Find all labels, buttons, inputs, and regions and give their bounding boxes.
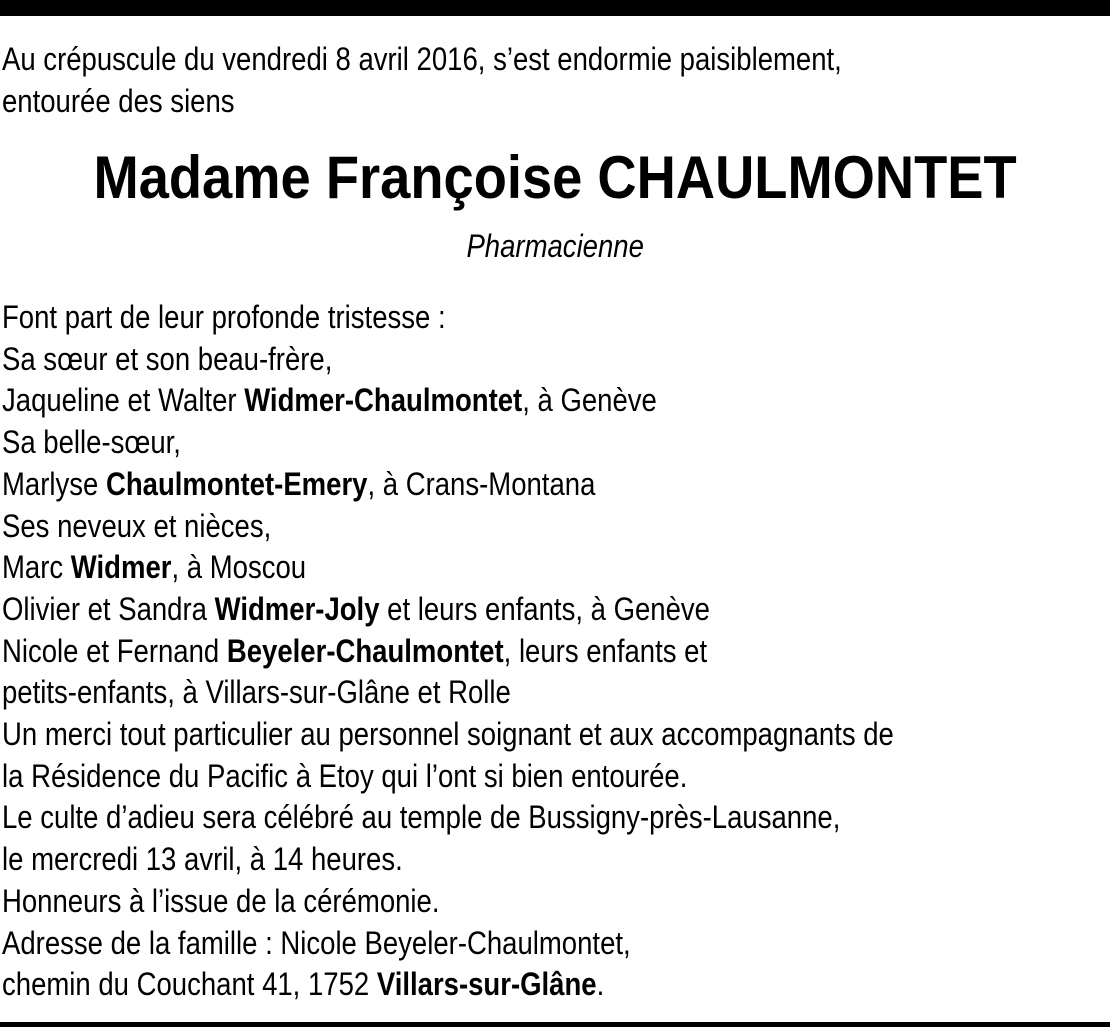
deceased-name-text: Madame Françoise CHAULMONTET: [93, 144, 1017, 211]
family-name: Widmer: [70, 549, 172, 586]
notice-line: Ses neveux et nièces,: [2, 507, 272, 544]
notice-body: [2, 297, 894, 1006]
bottom-border-rule: [0, 1022, 1110, 1027]
notice-line: Le culte d’adieu sera célébré au temple de Bussigny-près-Lausanne,: [2, 799, 841, 836]
family-name: Chaulmontet-Emery: [105, 465, 368, 502]
notice-line: la Résidence du Pacific à Etoy qui l’ont si bien entourée.: [2, 757, 688, 794]
notice-line: Adresse de la famille : Nicole Beyeler-Chaulmontet,: [2, 924, 631, 961]
family-name: Widmer-Joly: [214, 590, 380, 627]
family-name: Beyeler-Chaulmontet: [226, 632, 504, 669]
top-border-rule: [0, 0, 1110, 16]
intro-line: entourée des siens: [2, 83, 235, 119]
deceased-name: [0, 142, 1110, 214]
notice-line: Honneurs à l’issue de la cérémonie.: [2, 882, 440, 919]
family-name: Villars-sur-Glâne: [376, 966, 597, 1003]
notice-line: Font part de leur profonde tristesse :: [2, 299, 446, 335]
notice-line: petits-enfants, à Villars-sur-Glâne et Rolle: [2, 674, 511, 711]
notice-line: Nicole et Fernand Beyeler-Chaulmontet, leurs enfants et: [2, 632, 708, 669]
notice-line: Olivier et Sandra Widmer-Joly et leurs enfants, à Genève: [2, 590, 710, 627]
notice-line: Sa sœur et son beau-frère,: [2, 340, 333, 377]
family-name: Widmer-Chaulmontet: [244, 382, 523, 419]
notice-line: le mercredi 13 avril, à 14 heures.: [2, 841, 403, 878]
notice-line: chemin du Couchant 41, 1752 Villars-sur-Glâne.: [2, 966, 605, 1003]
profession: [0, 226, 1110, 266]
notice-line: Un merci tout particulier au personnel soignant et aux accompagnants de: [2, 716, 894, 753]
intro-paragraph: [2, 38, 948, 122]
notice-line: Jaqueline et Walter Widmer-Chaulmontet, à Genève: [2, 382, 657, 419]
notice-line: Marc Widmer, à Moscou: [2, 549, 307, 586]
notice-line: Sa belle-sœur,: [2, 424, 181, 461]
profession-text: Pharmacienne: [466, 228, 644, 264]
intro-line: Au crépuscule du vendredi 8 avril 2016, s’est endormie paisiblement,: [2, 41, 842, 77]
notice-line: Marlyse Chaulmontet-Emery, à Crans-Montana: [2, 465, 596, 502]
